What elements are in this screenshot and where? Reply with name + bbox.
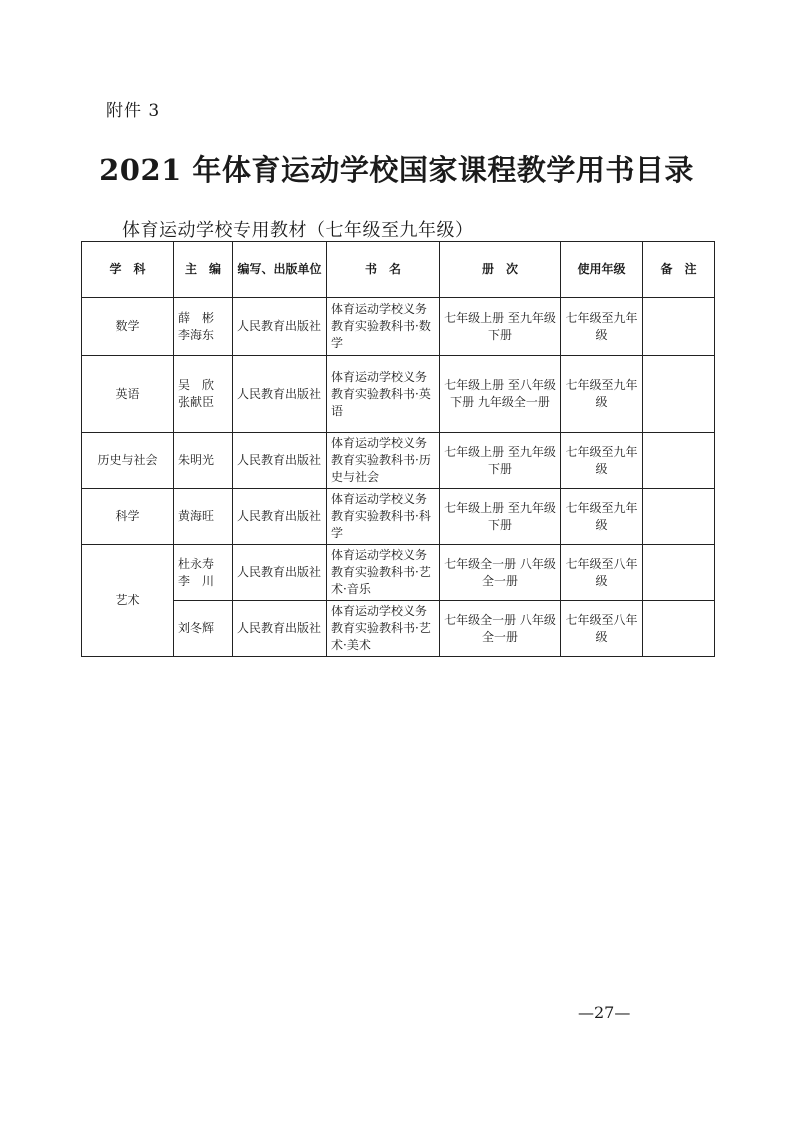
cell-subject: 历史与社会 [82, 433, 174, 489]
cell-grade: 七年级至九年级 [561, 356, 643, 433]
header-book: 书 名 [327, 242, 440, 298]
cell-book: 体育运动学校义务教育实验教科书·科学 [327, 489, 440, 545]
cell-publisher: 人民教育出版社 [233, 545, 327, 601]
header-volume: 册 次 [440, 242, 561, 298]
cell-grade: 七年级至九年级 [561, 298, 643, 356]
table-row [82, 489, 715, 545]
table-row [82, 298, 715, 356]
cell-editor: 刘冬辉 [174, 601, 233, 657]
cell-publisher: 人民教育出版社 [233, 356, 327, 433]
cell-book: 体育运动学校义务教育实验教科书·艺术·美术 [327, 601, 440, 657]
cell-subject: 艺术 [82, 545, 174, 657]
cell-grade: 七年级至九年级 [561, 433, 643, 489]
table-row [82, 601, 715, 657]
cell-note [643, 298, 715, 356]
attachment-label: 附件 3 [106, 101, 161, 121]
cell-subject: 科学 [82, 489, 174, 545]
cell-editor: 薛 彬 李海东 [174, 298, 233, 356]
cell-volume: 七年级上册 至八年级下册 九年级全一册 [440, 356, 561, 433]
document-subtitle: 体育运动学校专用教材（七年级至九年级） [122, 220, 474, 241]
textbook-catalog-table [81, 241, 715, 657]
cell-subject: 数学 [82, 298, 174, 356]
header-grade: 使用年级 [561, 242, 643, 298]
cell-editor: 朱明光 [174, 433, 233, 489]
cell-book: 体育运动学校义务教育实验教科书·数学 [327, 298, 440, 356]
header-publisher: 编写、出版单位 [233, 242, 327, 298]
cell-publisher: 人民教育出版社 [233, 298, 327, 356]
cell-volume: 七年级全一册 八年级全一册 [440, 545, 561, 601]
document-title: 2021 年体育运动学校国家课程教学用书目录 [99, 153, 694, 187]
cell-book: 体育运动学校义务教育实验教科书·历史与社会 [327, 433, 440, 489]
cell-publisher: 人民教育出版社 [233, 433, 327, 489]
cell-volume: 七年级上册 至九年级下册 [440, 489, 561, 545]
cell-volume: 七年级上册 至九年级下册 [440, 298, 561, 356]
cell-editor: 杜永寿 李 川 [174, 545, 233, 601]
header-editor: 主 编 [174, 242, 233, 298]
cell-publisher: 人民教育出版社 [233, 601, 327, 657]
cell-publisher: 人民教育出版社 [233, 489, 327, 545]
table-row [82, 356, 715, 433]
cell-book: 体育运动学校义务教育实验教科书·英语 [327, 356, 440, 433]
table-row [82, 433, 715, 489]
table-row [82, 545, 715, 601]
header-note: 备 注 [643, 242, 715, 298]
cell-grade: 七年级至八年级 [561, 545, 643, 601]
cell-grade: 七年级至九年级 [561, 489, 643, 545]
cell-note [643, 433, 715, 489]
cell-note [643, 356, 715, 433]
cell-editor: 黄海旺 [174, 489, 233, 545]
header-subject: 学 科 [82, 242, 174, 298]
cell-note [643, 601, 715, 657]
cell-note [643, 489, 715, 545]
cell-editor: 吴 欣 张献臣 [174, 356, 233, 433]
cell-note [643, 545, 715, 601]
page-number: —27— [578, 1003, 631, 1022]
cell-volume: 七年级上册 至九年级下册 [440, 433, 561, 489]
cell-volume: 七年级全一册 八年级全一册 [440, 601, 561, 657]
cell-book: 体育运动学校义务教育实验教科书·艺术·音乐 [327, 545, 440, 601]
cell-subject: 英语 [82, 356, 174, 433]
cell-grade: 七年级至八年级 [561, 601, 643, 657]
table-header-row [82, 242, 715, 298]
